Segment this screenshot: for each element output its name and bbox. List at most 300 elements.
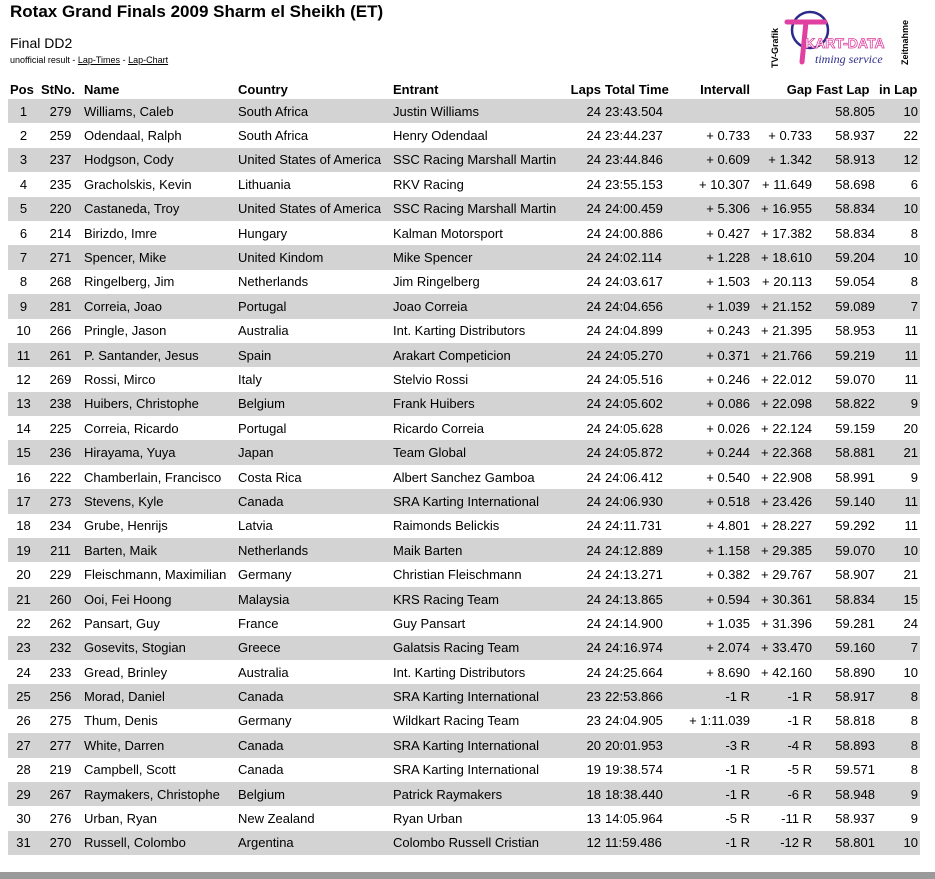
- cell-pos: 14: [16, 420, 31, 436]
- cell-pos: 23: [8, 636, 39, 660]
- cell-entrant: SSC Racing Marshall Martin: [391, 148, 565, 172]
- table-row: [8, 562, 920, 586]
- table-row: [8, 733, 920, 757]
- cell-laps: 24: [565, 294, 603, 318]
- table-row: [8, 221, 920, 245]
- cell-laps: 24: [586, 371, 601, 387]
- cell-country: Germany: [238, 713, 292, 729]
- cell-gap: + 0.733: [768, 128, 812, 144]
- cell-pos: 3: [8, 148, 39, 172]
- cell-total-time: 23:55.153: [605, 176, 663, 192]
- cell-name: Morad, Daniel: [82, 684, 236, 708]
- cell-country: Germany: [238, 567, 292, 583]
- cell-intervall: + 0.594: [682, 587, 752, 611]
- cell-total-time: 24:11.731: [605, 518, 662, 534]
- cell-total-time: 24:05.602: [603, 392, 682, 416]
- table-row: [8, 416, 920, 440]
- cell-intervall: + 1:11.039: [689, 713, 750, 729]
- cell-country: Costa Rica: [238, 469, 302, 485]
- cell-country: South Africa: [236, 99, 391, 123]
- cell-intervall: + 0.246: [706, 371, 750, 387]
- table-row: [8, 806, 920, 830]
- cell-fast-lap: 58.834: [835, 225, 875, 241]
- cell-name: Hodgson, Cody: [82, 148, 236, 172]
- cell-stno: 235: [49, 176, 72, 192]
- cell-stno: 273: [39, 489, 82, 513]
- cell-fast-lap: 59.089: [814, 294, 877, 318]
- cell-intervall: + 0.540: [706, 469, 750, 485]
- cell-stno: 236: [39, 440, 82, 464]
- cell-total-time: 24:00.459: [603, 197, 682, 221]
- cell-total-time: 24:04.899: [605, 323, 663, 339]
- cell-stno: 220: [39, 197, 82, 221]
- cell-gap: + 18.610: [752, 245, 814, 269]
- cell-entrant: Christian Fleischmann: [393, 567, 522, 583]
- cell-in-lap: 8: [910, 762, 918, 778]
- cell-pos: 19: [8, 538, 39, 562]
- table-row: [8, 660, 920, 684]
- cell-in-lap: 20: [903, 420, 918, 436]
- cell-entrant: Mike Spencer: [391, 245, 565, 269]
- cell-country: Canada: [236, 489, 391, 513]
- cell-fast-lap: 58.948: [814, 782, 877, 806]
- cell-country: Canada: [236, 684, 391, 708]
- cell-total-time: 23:43.504: [603, 99, 682, 123]
- cell-entrant: Ricardo Correia: [393, 420, 485, 436]
- table-row: [8, 684, 920, 708]
- table-row: [8, 270, 920, 294]
- cell-entrant: Int. Karting Distributors: [393, 664, 526, 680]
- cell-country: Lithuania: [238, 176, 291, 192]
- cell-total-time: 24:04.656: [603, 294, 682, 318]
- cell-gap: + 30.361: [752, 587, 814, 611]
- cell-intervall: + 0.244: [682, 440, 752, 464]
- cell-total-time: 24:14.900: [605, 615, 663, 631]
- cell-entrant: Albert Sanchez Gamboa: [393, 469, 535, 485]
- cell-gap: + 22.368: [752, 440, 814, 464]
- cell-laps: 24: [565, 343, 603, 367]
- cell-pos: 29: [8, 782, 39, 806]
- cell-intervall: + 1.228: [682, 245, 752, 269]
- cell-intervall: + 10.307: [699, 176, 750, 192]
- result-meta: [10, 55, 168, 65]
- page-title: Rotax Grand Finals 2009 Sharm el Sheikh (ET): [10, 2, 384, 21]
- cell-gap: + 20.113: [761, 274, 812, 290]
- col-header-in-lap[interactable]: in Lap: [879, 81, 918, 97]
- cell-in-lap: 15: [877, 587, 920, 611]
- separator: -: [120, 55, 129, 65]
- col-header-total-time[interactable]: Total Time: [605, 81, 669, 97]
- cell-laps: 23: [586, 713, 601, 729]
- cell-in-lap: 10: [877, 245, 920, 269]
- cell-pos: 4: [19, 176, 28, 192]
- cell-pos: 5: [8, 197, 39, 221]
- cell-entrant: Galatsis Racing Team: [391, 636, 565, 660]
- cell-entrant: Guy Pansart: [393, 615, 466, 631]
- cell-name: Williams, Caleb: [82, 99, 236, 123]
- cell-laps: 24: [586, 274, 601, 290]
- cell-name: Odendaal, Ralph: [84, 128, 182, 144]
- cell-pos: 21: [8, 587, 39, 611]
- table-row: [8, 514, 920, 538]
- cell-in-lap: 8: [910, 274, 918, 290]
- cell-name: Thum, Denis: [84, 713, 158, 729]
- cell-laps: 24: [586, 176, 601, 192]
- cell-stno: 256: [39, 684, 82, 708]
- cell-entrant: Ryan Urban: [393, 811, 463, 827]
- cell-name: Russell, Colombo: [82, 831, 236, 855]
- table-header-row: [8, 79, 920, 99]
- cell-entrant: Arakart Competicion: [391, 343, 565, 367]
- cell-intervall: -1 R: [682, 684, 752, 708]
- cell-country: Latvia: [238, 518, 273, 534]
- cell-name: White, Darren: [82, 733, 236, 757]
- cell-total-time: 24:05.516: [605, 371, 663, 387]
- cell-in-lap: 10: [877, 197, 920, 221]
- logo-tagline: timing service: [815, 52, 883, 66]
- cell-name: Birizdo, Imre: [84, 225, 157, 241]
- cell-total-time: 24:13.865: [603, 587, 682, 611]
- cell-fast-lap: 58.805: [814, 99, 877, 123]
- cell-in-lap: 10: [877, 99, 920, 123]
- cell-country: Argentina: [236, 831, 391, 855]
- cell-laps: 12: [565, 831, 603, 855]
- cell-entrant: Team Global: [391, 440, 565, 464]
- cell-country: Netherlands: [236, 538, 391, 562]
- cell-name: Ringelberg, Jim: [84, 274, 175, 290]
- cell-entrant: Justin Williams: [391, 99, 565, 123]
- cell-pos: 11: [8, 343, 39, 367]
- cell-pos: 30: [16, 811, 31, 827]
- cell-total-time: 24:06.930: [603, 489, 682, 513]
- cell-in-lap: 11: [904, 371, 918, 387]
- table-row: [8, 831, 920, 855]
- cell-name: Castaneda, Troy: [82, 197, 236, 221]
- cell-name: Gracholskis, Kevin: [84, 176, 192, 192]
- cell-fast-lap: 59.281: [835, 615, 875, 631]
- cell-stno: 233: [49, 664, 72, 680]
- cell-stno: 237: [39, 148, 82, 172]
- cell-fast-lap: 59.070: [835, 371, 875, 387]
- cell-laps: 24: [586, 615, 601, 631]
- cell-name: Gread, Brinley: [84, 664, 168, 680]
- cell-stno: 277: [39, 733, 82, 757]
- cell-entrant: SSC Racing Marshall Martin: [391, 197, 565, 221]
- cell-gap: + 23.426: [752, 489, 814, 513]
- cell-intervall: + 5.306: [682, 197, 752, 221]
- col-header-intervall[interactable]: Intervall: [700, 81, 750, 97]
- cell-pos: 7: [8, 245, 39, 269]
- cell-entrant: RKV Racing: [393, 176, 464, 192]
- cell-fast-lap: 58.801: [814, 831, 877, 855]
- cell-stno: 268: [49, 274, 72, 290]
- cell-country: Greece: [236, 636, 391, 660]
- cell-gap: + 31.396: [761, 615, 812, 631]
- kart-data-logo: [765, 0, 915, 72]
- cell-name: Correia, Joao: [82, 294, 236, 318]
- table-row: [8, 440, 920, 464]
- cell-fast-lap: 58.881: [814, 440, 877, 464]
- cell-gap: + 28.227: [761, 518, 812, 534]
- cell-intervall: -1 R: [682, 831, 752, 855]
- cell-stno: 259: [49, 128, 72, 144]
- cell-entrant: SRA Karting International: [391, 684, 565, 708]
- cell-fast-lap: 58.991: [835, 469, 875, 485]
- cell-gap: -1 R: [752, 684, 814, 708]
- cell-laps: 13: [586, 811, 601, 827]
- cell-pos: 17: [8, 489, 39, 513]
- cell-gap: + 22.124: [761, 420, 812, 436]
- cell-in-lap: 11: [877, 343, 920, 367]
- cell-laps: 24: [586, 420, 601, 436]
- cell-stno: 219: [49, 762, 72, 778]
- col-header-stno[interactable]: StNo.: [41, 81, 75, 97]
- cell-pos: 20: [16, 567, 31, 583]
- cell-gap: + 21.152: [752, 294, 814, 318]
- cell-pos: 18: [16, 518, 31, 534]
- table-row: [8, 392, 920, 416]
- cell-name: Raymakers, Christophe: [82, 782, 236, 806]
- cell-name: Campbell, Scott: [84, 762, 176, 778]
- table-row: [8, 123, 920, 147]
- cell-country: Belgium: [236, 392, 391, 416]
- col-header-pos[interactable]: Pos: [10, 81, 34, 97]
- cell-pos: 15: [8, 440, 39, 464]
- table-row: [8, 245, 920, 269]
- cell-country: Portugal: [236, 294, 391, 318]
- cell-laps: 24: [565, 587, 603, 611]
- cell-fast-lap: 59.054: [835, 274, 875, 290]
- cell-total-time: 24:03.617: [605, 274, 663, 290]
- cell-pos: 26: [16, 713, 31, 729]
- cell-entrant: Henry Odendaal: [393, 128, 488, 144]
- cell-stno: 271: [39, 245, 82, 269]
- cell-gap: -5 R: [787, 762, 812, 778]
- cell-fast-lap: 58.937: [835, 128, 875, 144]
- cell-entrant: SRA Karting International: [393, 762, 539, 778]
- cell-fast-lap: 58.818: [835, 713, 875, 729]
- cell-in-lap: 9: [910, 469, 918, 485]
- col-header-gap[interactable]: Gap: [786, 81, 812, 97]
- cell-country: Japan: [236, 440, 391, 464]
- cell-name: Gosevits, Stogian: [82, 636, 236, 660]
- cell-laps: 24: [565, 538, 603, 562]
- cell-name: Barten, Maik: [82, 538, 236, 562]
- cell-country: Malaysia: [236, 587, 391, 611]
- col-header-entrant[interactable]: Entrant: [393, 81, 439, 97]
- cell-stno: 276: [49, 811, 72, 827]
- cell-stno: 281: [39, 294, 82, 318]
- footer-bar: [0, 872, 935, 879]
- cell-name: Urban, Ryan: [84, 811, 157, 827]
- table-row: [8, 343, 920, 367]
- cell-stno: 261: [39, 343, 82, 367]
- cell-name: Rossi, Mirco: [84, 371, 156, 387]
- cell-stno: 225: [49, 420, 72, 436]
- cell-fast-lap: 59.070: [814, 538, 877, 562]
- cell-gap: -4 R: [752, 733, 814, 757]
- cell-name: Hirayama, Yuya: [82, 440, 236, 464]
- cell-gap: + 22.098: [752, 392, 814, 416]
- cell-in-lap: 22: [903, 128, 918, 144]
- cell-fast-lap: 58.917: [814, 684, 877, 708]
- cell-pos: 13: [8, 392, 39, 416]
- lap-chart-link[interactable]: Lap-Chart: [128, 55, 169, 65]
- cell-country: United States of America: [236, 148, 391, 172]
- cell-entrant: Frank Huibers: [391, 392, 565, 416]
- cell-laps: 18: [565, 782, 603, 806]
- cell-pos: 1: [8, 99, 39, 123]
- table-row: [8, 172, 920, 196]
- col-header-name[interactable]: Name: [84, 81, 120, 97]
- cell-laps: 24: [565, 99, 603, 123]
- cell-total-time: 24:04.905: [605, 713, 663, 729]
- cell-entrant: Kalman Motorsport: [393, 225, 503, 241]
- cell-stno: 262: [49, 615, 72, 631]
- cell-fast-lap: 58.698: [835, 176, 875, 192]
- cell-name: Chamberlain, Francisco: [84, 469, 222, 485]
- table-row: [8, 148, 920, 172]
- cell-fast-lap: 59.140: [814, 489, 877, 513]
- cell-entrant: KRS Racing Team: [391, 587, 565, 611]
- table-row: [8, 709, 920, 733]
- cell-laps: 24: [586, 225, 601, 241]
- cell-stno: 222: [49, 469, 72, 485]
- cell-in-lap: 11: [904, 518, 918, 534]
- cell-stno: 267: [39, 782, 82, 806]
- col-header-fast-lap[interactable]: Fast Lap: [816, 81, 870, 97]
- cell-laps: 20: [565, 733, 603, 757]
- cell-pos: 31: [8, 831, 39, 855]
- cell-intervall: + 1.035: [706, 615, 750, 631]
- cell-pos: 16: [16, 469, 31, 485]
- results-body: [8, 99, 920, 855]
- table-row: [8, 294, 920, 318]
- cell-stno: 279: [39, 99, 82, 123]
- cell-in-lap: 10: [903, 664, 918, 680]
- cell-fast-lap: 58.907: [835, 567, 875, 583]
- cell-country: South Africa: [238, 128, 309, 144]
- cell-country: Australia: [238, 323, 289, 339]
- cell-entrant: Joao Correia: [391, 294, 565, 318]
- cell-total-time: 24:05.270: [603, 343, 682, 367]
- cell-fast-lap: 59.160: [814, 636, 877, 660]
- cell-gap: + 29.385: [752, 538, 814, 562]
- cell-laps: 24: [586, 128, 601, 144]
- cell-total-time: 24:12.889: [603, 538, 682, 562]
- cell-laps: 24: [565, 636, 603, 660]
- logo-right-text: Zeitnahme: [900, 19, 910, 65]
- cell-gap: + 1.342: [752, 148, 814, 172]
- cell-gap: + 22.908: [761, 469, 812, 485]
- cell-laps: 24: [586, 567, 601, 583]
- col-header-country[interactable]: Country: [238, 81, 288, 97]
- cell-total-time: 14:05.964: [605, 811, 663, 827]
- table-row: [8, 319, 920, 343]
- cell-in-lap: 9: [910, 811, 918, 827]
- cell-fast-lap: 58.890: [835, 664, 875, 680]
- cell-in-lap: 8: [910, 225, 918, 241]
- cell-in-lap: 9: [877, 392, 920, 416]
- cell-entrant: SRA Karting International: [391, 733, 565, 757]
- cell-total-time: 22:53.866: [603, 684, 682, 708]
- cell-stno: 266: [49, 323, 72, 339]
- cell-in-lap: 11: [877, 489, 920, 513]
- cell-total-time: 19:38.574: [605, 762, 663, 778]
- cell-intervall: + 1.158: [682, 538, 752, 562]
- cell-in-lap: 24: [903, 615, 918, 631]
- cell-laps: 24: [565, 489, 603, 513]
- cell-total-time: 24:05.872: [603, 440, 682, 464]
- cell-intervall: -3 R: [682, 733, 752, 757]
- table-row: [8, 587, 920, 611]
- cell-stno: 234: [49, 518, 72, 534]
- cell-gap: -6 R: [752, 782, 814, 806]
- col-header-laps[interactable]: Laps: [570, 81, 601, 97]
- cell-fast-lap: 58.953: [835, 323, 875, 339]
- table-row: [8, 197, 920, 221]
- cell-entrant: Wildkart Racing Team: [393, 713, 520, 729]
- cell-pos: 12: [16, 371, 31, 387]
- cell-total-time: 24:05.628: [605, 420, 663, 436]
- cell-laps: 19: [586, 762, 601, 778]
- cell-fast-lap: 59.159: [835, 420, 875, 436]
- table-row: [8, 465, 920, 489]
- cell-pos: 28: [16, 762, 31, 778]
- cell-intervall: + 0.518: [682, 489, 752, 513]
- cell-in-lap: 7: [877, 294, 920, 318]
- cell-country: Belgium: [236, 782, 391, 806]
- cell-country: Netherlands: [238, 274, 309, 290]
- separator: -: [69, 55, 78, 65]
- cell-name: Ooi, Fei Hoong: [82, 587, 236, 611]
- cell-entrant: Jim Ringelberg: [393, 274, 480, 290]
- cell-pos: 9: [8, 294, 39, 318]
- cell-pos: 24: [16, 664, 31, 680]
- cell-stno: 214: [49, 225, 72, 241]
- cell-laps: 24: [586, 469, 601, 485]
- cell-gap: + 29.767: [761, 567, 812, 583]
- lap-times-link[interactable]: Lap-Times: [77, 55, 121, 65]
- cell-laps: 24: [565, 148, 603, 172]
- results-table: [8, 79, 920, 855]
- table-row: [8, 782, 920, 806]
- cell-intervall: -1 R: [682, 782, 752, 806]
- cell-gap: -11 R: [781, 811, 812, 827]
- cell-entrant: Raimonds Belickis: [393, 518, 500, 534]
- cell-fast-lap: 58.822: [814, 392, 877, 416]
- cell-gap: + 11.649: [761, 176, 812, 192]
- cell-entrant: Stelvio Rossi: [393, 371, 469, 387]
- cell-fast-lap: 58.834: [814, 197, 877, 221]
- cell-laps: 24: [586, 323, 601, 339]
- cell-country: Portugal: [238, 420, 287, 436]
- cell-intervall: + 0.733: [706, 128, 750, 144]
- cell-in-lap: 21: [877, 440, 920, 464]
- cell-name: P. Santander, Jesus: [82, 343, 236, 367]
- race-subtitle: Final DD2: [10, 35, 73, 51]
- cell-intervall: -5 R: [725, 811, 750, 827]
- logo-left-text: TV-Grafik: [770, 27, 780, 68]
- cell-entrant: SRA Karting International: [391, 489, 565, 513]
- cell-intervall: [682, 99, 752, 123]
- cell-name: Huibers, Christophe: [82, 392, 236, 416]
- cell-name: Correia, Ricardo: [84, 420, 179, 436]
- cell-total-time: 18:38.440: [603, 782, 682, 806]
- cell-gap: + 42.160: [761, 664, 812, 680]
- cell-stno: 232: [39, 636, 82, 660]
- cell-fast-lap: 59.219: [814, 343, 877, 367]
